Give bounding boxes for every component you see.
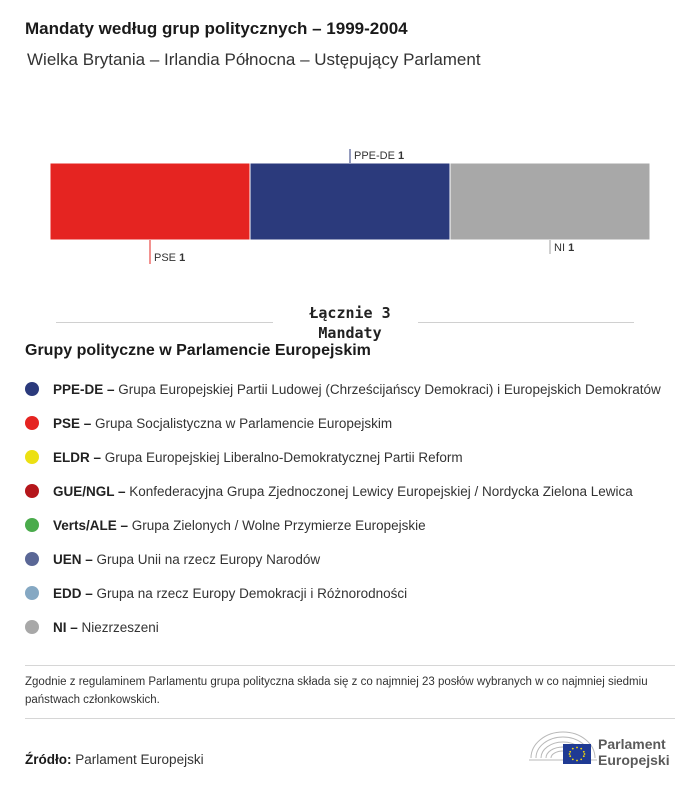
total-line-1: Łącznie 3 <box>309 304 391 322</box>
legend-item <box>25 372 661 406</box>
chart-title: Mandaty według grup politycznych – 1999-2004 <box>25 19 408 38</box>
legend-abbr: UEN – <box>53 551 93 567</box>
legend-item <box>25 406 661 440</box>
logo-wordmark <box>598 736 670 768</box>
footnote: Zgodnie z regulaminem Parlamentu grupa polityczna składa się z co najmniej 23 posłów wybranych w co najmniej siedmiu państwach członkowskich. <box>25 676 648 706</box>
legend-item <box>25 542 661 576</box>
bar-category: PSE <box>154 252 180 264</box>
legend-item <box>25 440 661 474</box>
legend-name: Grupa Europejskiej Partii Ludowej (Chrześcijańscy Demokraci) i Europejskich Demokratów <box>114 381 661 397</box>
legend-name: Grupa Unii na rzecz Europy Narodów <box>92 551 321 567</box>
total-seats-label <box>0 303 700 343</box>
legend-abbr: NI – <box>53 619 78 635</box>
stacked-bar-chart <box>0 140 700 280</box>
legend-abbr: Verts/ALE – <box>53 517 129 533</box>
legend-abbr: ELDR – <box>53 449 102 465</box>
legend-dot <box>25 518 39 532</box>
total-line-2: Mandaty <box>318 324 382 342</box>
legend-dot <box>25 450 39 464</box>
bar-value: 1 <box>398 150 405 162</box>
source-label: Źródło: <box>25 752 72 767</box>
legend-abbr: PSE – <box>53 415 92 431</box>
bar-category: NI <box>554 242 569 254</box>
legend-dot <box>25 552 39 566</box>
legend-item <box>25 610 661 644</box>
bar-label-pse <box>154 252 185 264</box>
legend-name: Grupa na rzecz Europy Demokracji i Różnorodności <box>92 585 408 601</box>
legend-name: Niezrzeszeni <box>77 619 159 635</box>
legend-dot <box>25 484 39 498</box>
bar-label-ppe-de <box>354 150 404 162</box>
legend-title: Grupy polityczne w Parlamencie Europejskim <box>25 342 371 359</box>
chart-subtitle: Wielka Brytania – Irlandia Północna – Ustępujący Parlament <box>27 50 481 69</box>
legend-name: Grupa Europejskiej Liberalno-Demokratycznej Partii Reform <box>101 449 463 465</box>
legend-item <box>25 576 661 610</box>
bar-label-ni <box>554 242 574 254</box>
legend-abbr: EDD – <box>53 585 93 601</box>
note-bottom-divider <box>25 718 675 719</box>
legend <box>25 372 661 644</box>
legend-abbr: PPE-DE – <box>53 381 115 397</box>
legend-dot <box>25 382 39 396</box>
legend-abbr: GUE/NGL – <box>53 483 126 499</box>
source-line <box>25 752 204 767</box>
bar-value: 1 <box>179 252 186 264</box>
legend-item <box>25 508 661 542</box>
logo-line-1: Parlament <box>598 736 666 752</box>
bar-segment-ppe-de <box>250 163 450 240</box>
legend-dot <box>25 416 39 430</box>
legend-dot <box>25 586 39 600</box>
bar-category: PPE-DE <box>354 150 399 162</box>
legend-name: Grupa Zielonych / Wolne Przymierze Europejskie <box>128 517 426 533</box>
legend-item <box>25 474 661 508</box>
logo-line-2: Europejski <box>598 752 670 768</box>
source-value: Parlament Europejski <box>75 752 204 767</box>
legend-name: Konfederacyjna Grupa Zjednoczonej Lewicy Europejskiej / Nordycka Zielona Lewica <box>125 483 633 499</box>
bar-segment-ni <box>450 163 650 240</box>
bar-segment-pse <box>50 163 250 240</box>
legend-name: Grupa Socjalistyczna w Parlamencie Europejskim <box>91 415 393 431</box>
note-top-divider <box>25 665 675 666</box>
bar-value: 1 <box>568 242 575 254</box>
legend-dot <box>25 620 39 634</box>
